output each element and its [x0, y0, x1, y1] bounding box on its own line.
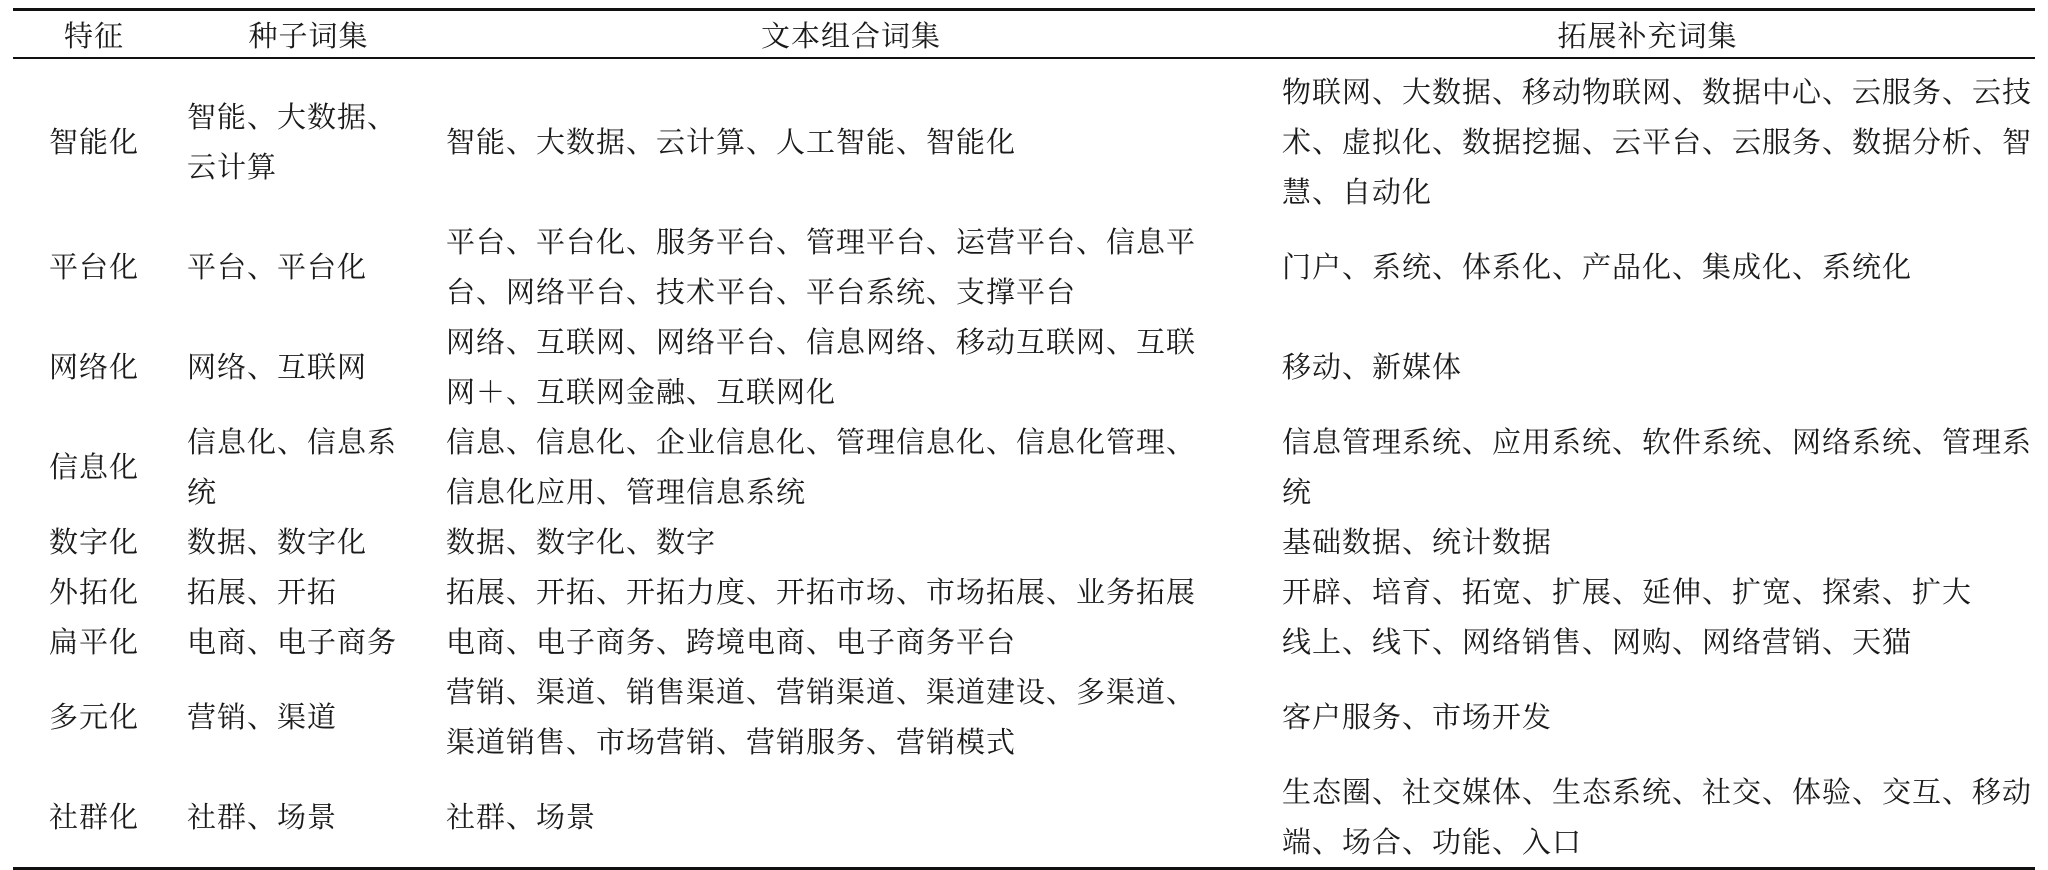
table-row — [13, 617, 2035, 667]
cell-feature: 多元化 — [48, 700, 139, 734]
cell-combo: 电商、电子商务、跨境电商、电子商务平台 — [446, 625, 1017, 659]
header-feature: 特征 — [13, 11, 175, 58]
cell-combo: 社群、场景 — [446, 800, 597, 834]
cell-combo: 智能、大数据、云计算、人工智能、智能化 — [446, 125, 1017, 159]
table-row — [13, 217, 2035, 317]
table-row — [13, 317, 2035, 417]
cell-seed: 数据、数字化 — [187, 525, 368, 559]
cell-ext: 客户服务、市场开发 — [1282, 700, 1553, 734]
table-row — [13, 767, 2035, 867]
table-row — [13, 667, 2035, 767]
cell-combo: 信息、信息化、企业信息化、管理信息化、信息化管理、信息化应用、管理信息系统 — [446, 425, 1197, 509]
table-row — [13, 58, 2035, 217]
header-seed: 种子词集 — [175, 11, 442, 58]
cell-ext: 生态圈、社交媒体、生态系统、社交、体验、交互、移动端、场合、功能、入口 — [1282, 775, 2033, 859]
cell-ext: 移动、新媒体 — [1282, 350, 1463, 384]
keyword-table — [13, 8, 2035, 870]
cell-feature: 信息化 — [48, 450, 139, 484]
cell-ext: 门户、系统、体系化、产品化、集成化、系统化 — [1282, 250, 1913, 284]
cell-seed: 平台、平台化 — [187, 250, 368, 284]
cell-ext: 开辟、培育、拓宽、扩展、延伸、扩宽、探索、扩大 — [1282, 575, 1973, 609]
cell-ext: 物联网、大数据、移动物联网、数据中心、云服务、云技术、虚拟化、数据挖掘、云平台、云服务、数据分析、智慧、自动化 — [1282, 75, 2033, 209]
cell-feature: 社群化 — [48, 800, 139, 834]
cell-combo: 数据、数字化、数字 — [446, 525, 717, 559]
table-header — [13, 11, 2035, 58]
cell-combo: 平台、平台化、服务平台、管理平台、运营平台、信息平台、网络平台、技术平台、平台系统、支撑平台 — [446, 225, 1197, 309]
cell-seed: 营销、渠道 — [187, 700, 338, 734]
table-body — [13, 58, 2035, 867]
table-row — [13, 517, 2035, 567]
table — [13, 11, 2035, 867]
cell-feature: 智能化 — [48, 125, 139, 159]
cell-ext: 信息管理系统、应用系统、软件系统、网络系统、管理系统 — [1282, 425, 2033, 509]
cell-combo: 网络、互联网、网络平台、信息网络、移动互联网、互联网＋、互联网金融、互联网化 — [446, 325, 1197, 409]
cell-feature: 平台化 — [48, 250, 139, 284]
cell-seed: 信息化、信息系统 — [187, 425, 398, 509]
header-ext: 拓展补充词集 — [1260, 11, 2035, 58]
cell-combo: 营销、渠道、销售渠道、营销渠道、渠道建设、多渠道、渠道销售、市场营销、营销服务、营销模式 — [446, 675, 1197, 759]
cell-seed: 社群、场景 — [187, 800, 338, 834]
header-combo: 文本组合词集 — [442, 11, 1260, 58]
cell-seed: 网络、互联网 — [187, 350, 368, 384]
table-row — [13, 417, 2035, 517]
cell-seed: 智能、大数据、云计算 — [187, 100, 398, 184]
cell-feature: 外拓化 — [48, 575, 139, 609]
cell-feature: 数字化 — [48, 525, 139, 559]
cell-ext: 基础数据、统计数据 — [1282, 525, 1553, 559]
cell-feature: 扁平化 — [48, 625, 139, 659]
cell-seed: 电商、电子商务 — [187, 625, 398, 659]
cell-ext: 线上、线下、网络销售、网购、网络营销、天猫 — [1282, 625, 1913, 659]
table-row — [13, 567, 2035, 617]
cell-feature: 网络化 — [48, 350, 139, 384]
cell-seed: 拓展、开拓 — [187, 575, 338, 609]
cell-combo: 拓展、开拓、开拓力度、开拓市场、市场拓展、业务拓展 — [446, 575, 1197, 609]
